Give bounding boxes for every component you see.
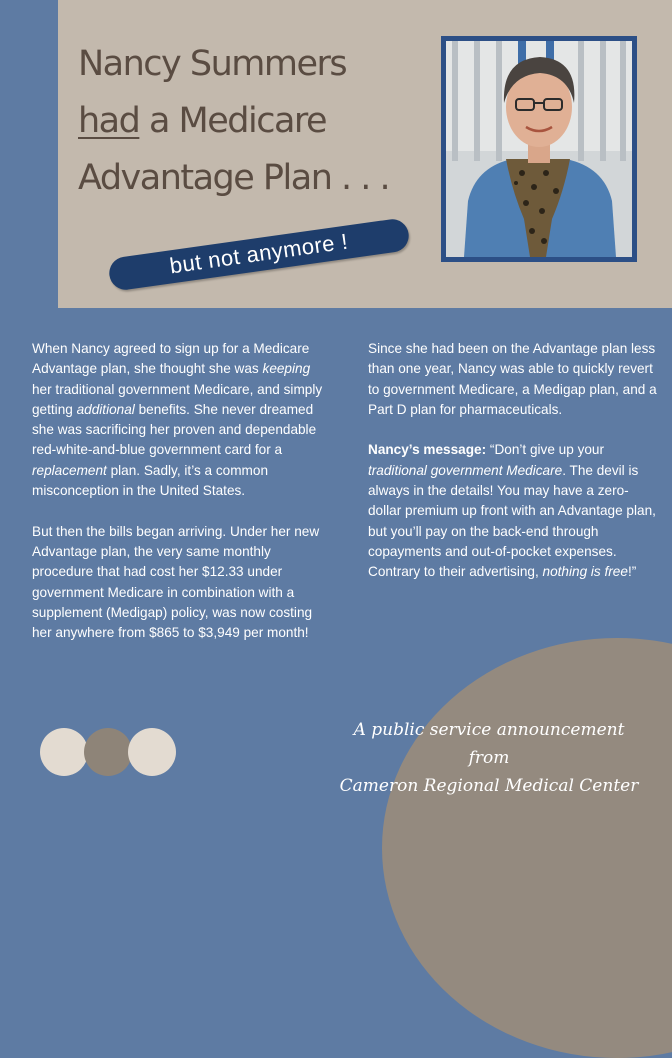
headline-underlined-word: had — [78, 101, 140, 141]
portrait-frame — [441, 36, 637, 262]
story-paragraph-2: But then the bills began arriving. Under her new Advantage plan, the very same monthly procedure that had cost her $12.33 under government Medicare in combination with a supplement (Medigap) policy, was now costing her anywhere from $865 to $3,949 per month! — [32, 523, 320, 641]
decorative-circles — [40, 728, 180, 776]
text-run: When Nancy agreed to sign up for a Medicare Advantage plan, she thought she was — [32, 341, 310, 377]
psa-line-2: Cameron Regional Medical Center — [339, 776, 639, 796]
story-left-column — [32, 339, 332, 664]
emphasis-additional: additional — [76, 401, 135, 417]
psa-line-1: A public service announcement from — [353, 720, 625, 768]
story-right-column — [368, 339, 658, 603]
story-paragraph-1 — [32, 339, 332, 501]
text-run: benefits. She never dreamed she was sacrificing her proven and dependable red-white-and-blue government card for a — [32, 401, 317, 458]
circle-light-right — [128, 728, 176, 776]
portrait-photo — [446, 41, 632, 257]
headline — [78, 36, 418, 207]
emphasis-keeping: keeping — [262, 361, 311, 377]
text-run: . The devil is always in the details! You may have a zero-dollar premium up front with an Advantage plan, but you’ll pay on the back-end through copayments and out-of-pocket expenses. Contrary to their advertising, — [368, 462, 656, 580]
circle-taupe-middle — [84, 728, 132, 776]
text-run: “Don’t give up your — [486, 442, 605, 458]
decorative-arc — [382, 638, 672, 1058]
emphasis-replacement: replacement — [32, 462, 107, 478]
text-run: plan. Sadly, it’s a common misconception in the United States. — [32, 462, 268, 499]
circle-light-left — [40, 728, 88, 776]
headline-line-2: a Medicare — [139, 101, 327, 141]
text-run: her traditional government Medicare, and simply getting — [32, 381, 323, 417]
emphasis-traditional-medicare: traditional government Medicare — [368, 462, 563, 478]
headline-line-1: Nancy Summers — [78, 44, 347, 84]
emphasis-nothing-is-free: nothing is free — [542, 564, 628, 580]
psa-footer — [332, 716, 646, 800]
message-label: Nancy’s message: — [368, 442, 487, 458]
ribbon-text: but not anymore ! — [168, 228, 350, 279]
portrait-illustration — [446, 41, 632, 257]
nancys-message — [368, 440, 658, 582]
story-paragraph-3: Since she had been on the Advantage plan less than one year, Nancy was able to quickly revert to government Medicare, a Medigap plan, and a Part D plan for pharmaceuticals. — [368, 341, 657, 417]
headline-line-3: Advantage Plan . . . — [78, 158, 390, 198]
text-run: !” — [627, 564, 637, 580]
